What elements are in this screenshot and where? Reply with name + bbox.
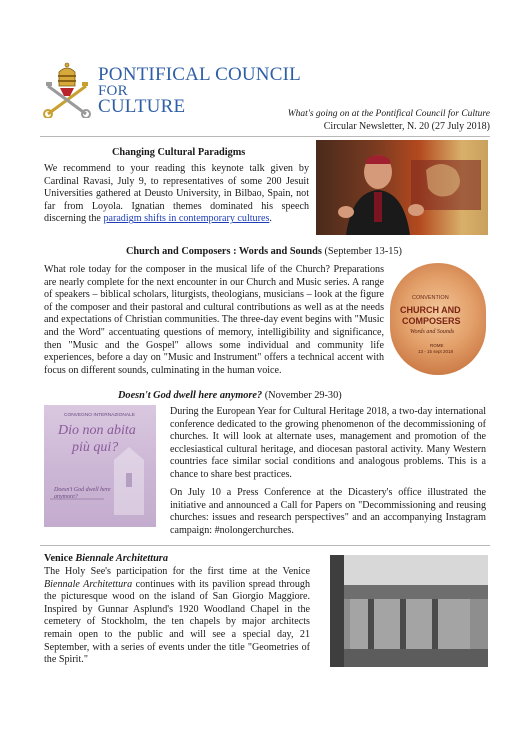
org-name-line2: FOR bbox=[98, 83, 128, 99]
section4-text-italic: Biennale Architettura bbox=[44, 578, 133, 590]
section-divider bbox=[40, 545, 490, 546]
section1-body bbox=[44, 163, 309, 226]
org-name-line3: CULTURE bbox=[98, 96, 186, 117]
section4-title bbox=[44, 553, 168, 564]
section2-body: What role today for the composer in the musical life of the Church? Preparations are nearly complete for the next encounter in our Church and Music series. A range of speakers – biblical scholars, liturgists, theologians, musicians – look at the figure of the composer and their pastoral and cultural contributions as well as at the needs and expectations of Christian communities. The three-day event begins with "Music and the Word" accentuating questions of memory, intelligibility and significance, then "Music and the Gospel" allows some individual and community life experiences, before a day on "Music and Instrument" offers a technical accent with focus on different sounds, culminating in the human voice. bbox=[44, 264, 384, 376]
section2-heading bbox=[126, 246, 402, 257]
coat-of-arms-logo bbox=[42, 62, 92, 118]
poster2-line6: 13 - 15 sept 2018 bbox=[418, 349, 454, 354]
org-name-line1: PONTIFICAL COUNCIL bbox=[98, 64, 301, 85]
paradigm-shifts-link[interactable]: paradigm shifts in contemporary cultures bbox=[103, 213, 270, 225]
poster2-line4: Words and Sounds bbox=[410, 329, 455, 335]
poster2-line3: COMPOSERS bbox=[402, 316, 461, 326]
poster3-line2: Dio non abita bbox=[58, 423, 136, 438]
section2-title: Church and Composers : Words and Sounds bbox=[126, 246, 322, 257]
section1-title: Changing Cultural Paradigms bbox=[112, 147, 246, 158]
newsletter-issue: Circular Newsletter, N. 20 (27 July 2018) bbox=[323, 121, 490, 132]
section3-heading bbox=[118, 390, 342, 401]
poster3-line4: Doesn't God dwell here anymore? bbox=[54, 487, 111, 500]
church-composers-poster bbox=[390, 263, 486, 375]
poster2-line5: ROME bbox=[430, 343, 444, 348]
section4-text-b: continues with its pavilion spread through the picturesque wood on the island of San Giorgio Maggiore. Inspired by Gunnar Asplund's 1920 Woodland Chapel in the cemetery of Stockholm, the ten chapels by major architects remain open to the public and will see a special day, 21 September, with a series of events under the title "Geometries of the Spirit." bbox=[44, 578, 310, 666]
section4-title-plain: Venice bbox=[44, 553, 76, 564]
section4-body bbox=[44, 566, 310, 667]
section3-para2: On July 10 a Press Conference at the Dicastery's office illustrated the initiative and announced a Call for Papers on "Decommissioning and reusing churches: issues and research perspectives" and an accompanying Instagram campaign: #nolongerchurches. bbox=[170, 487, 486, 536]
section3-date: (November 29-30) bbox=[264, 390, 342, 401]
header-divider bbox=[40, 136, 490, 137]
section4-title-italic: Biennale Architettura bbox=[75, 553, 168, 564]
section3-para1: During the European Year for Cultural Heritage 2018, a two-day international conference dedicated to the growing phenomenon of the decommissioning of churches. It will look at alternate uses, management and promotion of the ecclesiastical cultural heritage, and diocesan pastoral activity. Many Western countries face similar social conditions and analogous problems. This is a chance to share best practices. bbox=[170, 406, 486, 480]
section1-end: . bbox=[269, 213, 272, 225]
vatican-chapel-photo bbox=[330, 555, 488, 667]
cardinal-ravasi-photo bbox=[316, 140, 488, 235]
poster2-line1: CONVENTION bbox=[412, 295, 449, 301]
section3-title: Doesn't God dwell here anymore? bbox=[118, 390, 263, 401]
poster2-line2: CHURCH AND bbox=[400, 305, 461, 315]
tagline: What's going on at the Pontifical Council for Culture bbox=[287, 109, 490, 119]
section4-text-a: The Holy See's participation for the first time at the Venice bbox=[44, 566, 310, 577]
section2-date: (September 13-15) bbox=[324, 246, 402, 257]
poster3-line3: più qui? bbox=[72, 440, 119, 455]
dio-non-abita-poster bbox=[44, 405, 156, 527]
section1-text: We recommend to your reading this keynote talk given by Cardinal Ravasi, July 9, to representatives of some 200 Jesuit Universities gathered at Deusto University, in Bilbao, Spain, not far from Loyola. Ignatian themes dominated his speech discerning the bbox=[44, 163, 309, 225]
poster3-line1: CONVEGNO INTERNAZIONALE bbox=[64, 413, 135, 418]
